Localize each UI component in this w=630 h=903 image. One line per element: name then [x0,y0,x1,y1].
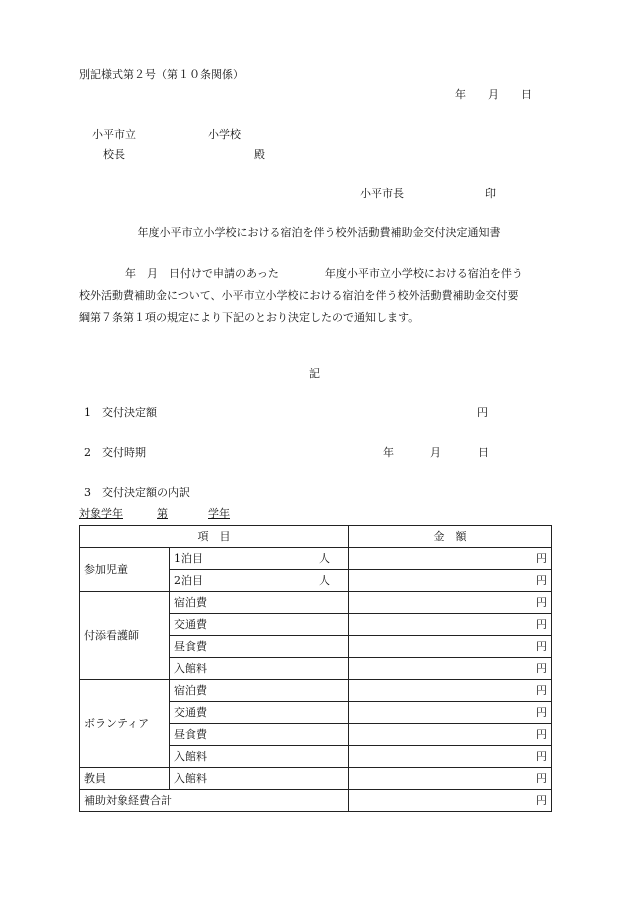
amount-cell: 円 [349,768,552,790]
amount-cell: 円 [349,746,552,768]
total-amount-cell: 円 [349,790,552,812]
table-row [80,680,552,702]
amount-cell: 円 [349,548,552,570]
table-row [80,548,552,570]
target-grade-label: 対象学年 [79,507,123,520]
item1-unit: 円 [477,406,488,419]
breakdown-table [79,525,552,812]
amount-cell: 円 [349,724,552,746]
recipient-school-prefix: 小平市立 [92,128,136,141]
form-number: 別記様式第２号（第１０条関係） [79,68,244,81]
recipient-honorific: 殿 [254,148,265,161]
person-unit: 人 [319,574,330,587]
header-amount: 金 額 [349,526,552,548]
body-line2: 校外活動費補助金について、小平市立小学校における宿泊を伴う校外活動費補助金交付要 [79,289,519,302]
ki-heading: 記 [309,367,320,380]
sender-name: 小平市長 [360,187,404,200]
item3-label: 3 交付決定額の内訳 [84,486,190,499]
date-day: 日 [521,88,532,101]
body-line1-b: 年度小平市立小学校における宿泊を伴う [324,267,523,280]
row-volunteer-lunch: 昼食費 [170,724,349,746]
item2-day: 日 [478,446,489,459]
header-item: 項 目 [80,526,349,548]
group-nurse: 付添看護師 [80,592,170,680]
table-row [80,592,552,614]
amount-cell: 円 [349,614,552,636]
item1-label: 1 交付決定額 [84,406,157,419]
person-unit: 人 [319,552,330,565]
amount-cell: 円 [349,702,552,724]
item2-label: 2 交付時期 [84,446,146,459]
recipient-school-suffix: 小学校 [208,128,241,141]
group-teacher: 教員 [80,768,170,790]
body-line3: 綱第７条第１項の規定により下記のとおり決定したので通知します。 [79,311,420,324]
group-volunteer: ボランティア [80,680,170,768]
table-row [80,768,552,790]
table-header-row [80,526,552,548]
row-teacher-admission: 入館料 [170,768,349,790]
group-children: 参加児童 [80,548,170,592]
item2-year: 年 [383,446,394,459]
sender-seal: 印 [485,187,496,200]
row-volunteer-transport: 交通費 [170,702,349,724]
date-year: 年 [455,88,466,101]
target-grade-suffix: 学年 [208,507,230,520]
row-volunteer-admission: 入館料 [170,746,349,768]
amount-cell: 円 [349,680,552,702]
amount-cell: 円 [349,636,552,658]
body-line1-a: 年 月 日付けで申請のあった [125,267,279,280]
date-month: 月 [488,88,499,101]
amount-cell: 円 [349,658,552,680]
recipient-principal: 校長 [103,148,125,161]
row-children-night1: 1泊目 人 [170,548,349,570]
table-total-row [80,790,552,812]
row-nurse-lunch: 昼食費 [170,636,349,658]
amount-cell: 円 [349,570,552,592]
row-nurse-transport: 交通費 [170,614,349,636]
row-nurse-lodging: 宿泊費 [170,592,349,614]
total-label: 補助対象経費合計 [80,790,349,812]
target-grade [79,507,230,520]
amount-cell: 円 [349,592,552,614]
row-volunteer-lodging: 宿泊費 [170,680,349,702]
notice-body [79,263,559,329]
row-children-night2: 2泊目 人 [170,570,349,592]
row-nurse-admission: 入館料 [170,658,349,680]
item2-month: 月 [430,446,441,459]
document-title: 年度小平市立小学校における宿泊を伴う校外活動費補助金交付決定通知書 [137,226,501,239]
target-grade-prefix: 第 [157,507,168,520]
